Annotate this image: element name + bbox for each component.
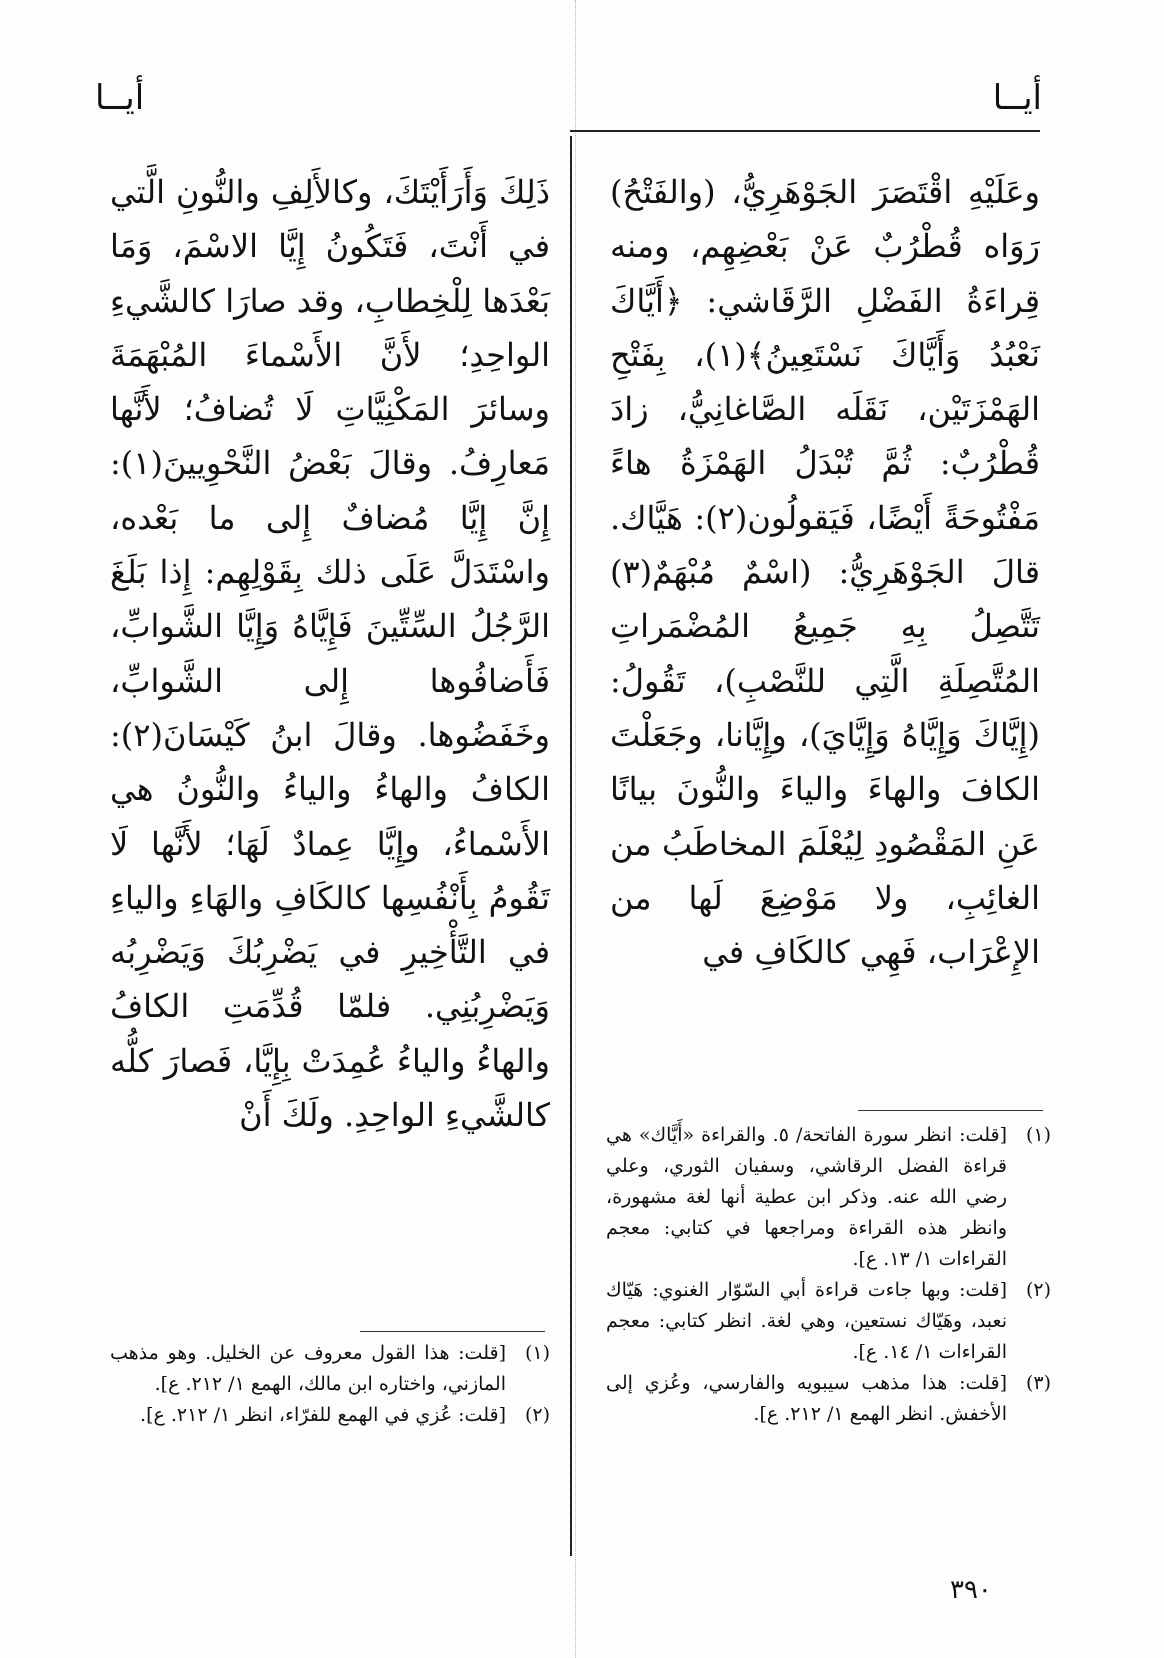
footnote-text: [قلت: هذا مذهب سيبويه والفارسي، وعُزي إلى الأخفش. انظر الهمع ١/ ٢١٢. ع]. (606, 1372, 1007, 1425)
footnote-text: [قلت: انظر سورة الفاتحة/ ٥. والقراءة «أَيَّاك» هي قراءة الفضل الرقاشي، وسفيان الثوري، وعلي رضي الله عنه. وذكر ابن عطية أنها لغة مشهورة، وانظر هذه القراءة ومراجعها في كتابي: معجم القراءات ١/ ١٣. ع]. (606, 1124, 1007, 1270)
page-number: ٣٩٠ (950, 1575, 992, 1605)
running-header-left: أيــا (95, 78, 145, 118)
column-divider (570, 136, 572, 1556)
footnote-number: (٢) (1025, 1279, 1051, 1301)
left-column (110, 165, 550, 1142)
footnote (110, 1338, 550, 1400)
footnote-number: (١) (524, 1342, 550, 1364)
left-column-text: ذَلِكَ وَأَرَأَيْتَكَ، وكالأَلِفِ والنُّونِ الَّتي في أَنْتَ، فَتَكُونُ إِيَّا الاسْمَ، وَمَا بَعْدَها لِلْخِطابِ، وقد صارَا كالشَّيءِ الواحِدِ؛ لأَنَّ الأَسْماءَ المُبْهَمَةَ وسائرَ المَكْنِيَّاتِ لَا تُضافُ؛ لأَنَّها مَعارِفُ. وقالَ بَعْضُ النَّحْوِيينَ(١): إِنَّ إِيَّا مُضافٌ إِلى ما بَعْده، واسْتَدَلَّ عَلَى ذلك بِقَوْلِهِم: إِذا بَلَغَ الرَّجُلُ السِّتِّينَ فَإِيَّاهُ وَإِيَّا الشَّوابِّ، فَأَضافُوها إِلى الشَّوابِّ، وخَفَضُوها. وقالَ ابنُ كَيْسَانَ(٢): الكافُ والهاءُ والياءُ والنُّونُ هي الأَسْماءُ، وإِيَّا عِمادٌ لَهَا؛ لأَنَّها لَا تَقُومُ بِأَنْفُسِها كالكَافِ والهَاءِ والياءِ في التَّأْخِيرِ في يَضْرِبُكَ وَيَضْرِبُه وَيَضْرِبُنِي. فلمّا قُدِّمَتِ الكافُ والهاءُ والياءُ عُمِدَتْ بِإِيَّا، فَصارَ كلُّه كالشَّيءِ الواحِدِ. ولَكَ أَنْ (110, 173, 550, 1135)
footnote (110, 1400, 550, 1431)
footnote-text: [قلت: هذا القول معروف عن الخليل. وهو مذهب المازني، واختاره ابن مالك، الهمع ١/ ٢١٢. ع]. (110, 1342, 506, 1395)
footnote (606, 1275, 1051, 1368)
footnote-text: [قلت: عُزي في الهمع للفرّاء، انظر ١/ ٢١٢. ع]. (140, 1404, 506, 1426)
header-rule (570, 130, 1040, 132)
footnote-rule-right (858, 1110, 1043, 1111)
footnote-rule-left (360, 1331, 545, 1332)
footnote-text: [قلت: وبها جاءت قراءة أبي السّوّار الغنوي: هَيّاك نعبد، وهَيّاك نستعين، وهي لغة. انظر كتابي: معجم القراءات ١/ ١٤. ع]. (606, 1279, 1007, 1363)
footnote (606, 1120, 1051, 1275)
footnote-number: (١) (1025, 1124, 1051, 1146)
footnote-number: (٣) (1025, 1372, 1051, 1394)
footnote (606, 1368, 1051, 1430)
running-header-right: أيــا (992, 78, 1042, 118)
right-column (610, 165, 1040, 979)
footnotes-left (110, 1338, 550, 1431)
footnote-number: (٢) (524, 1404, 550, 1426)
right-column-text: وعَلَيْهِ اقْتَصَرَ الجَوْهَرِيُّ، (والفَتْحُ) رَوَاه قُطْرُبٌ عَنْ بَعْضِهِم، ومنه قِراءَةُ الفَضْلِ الرَّقَاشي: ﴿أَيَّاكَ نَعْبُدُ وَأَيَّاكَ نَسْتَعِينُ﴾(١)، بِفَتْحِ الهَمْزَتَيْن، نَقَلَه الصَّاغانِيُّ، زادَ قُطْرُبٌ: ثُمَّ تُبْدَلُ الهَمْزَةُ هاءً مَفْتُوحَةً أَيْضًا، فَيَقولُون(٢): هَيَّاك. قالَ الجَوْهَرِيُّ: (اسْمٌ مُبْهَمٌ(٣) تَتَّصِلُ بِهِ جَمِيعُ المُضْمَراتِ المُتَّصِلَةِ الَّتِي للنَّصْبِ)، تَقُولُ: (إِيَّاكَ وَإِيَّاهُ وَإِيَّايَ)، وإِيَّانا، وجَعَلْتَ الكافَ والهاءَ والياءَ والنُّونَ بيانًا عَنِ المَقْصُودِ لِيُعْلَمَ المخاطَبُ من الغائِبِ، ولا مَوْضِعَ لَها من الإِعْرَاب، فَهِي كالكَافِ في (610, 173, 1041, 972)
footnotes-right (606, 1120, 1051, 1430)
page-fold-line (575, 0, 576, 1658)
